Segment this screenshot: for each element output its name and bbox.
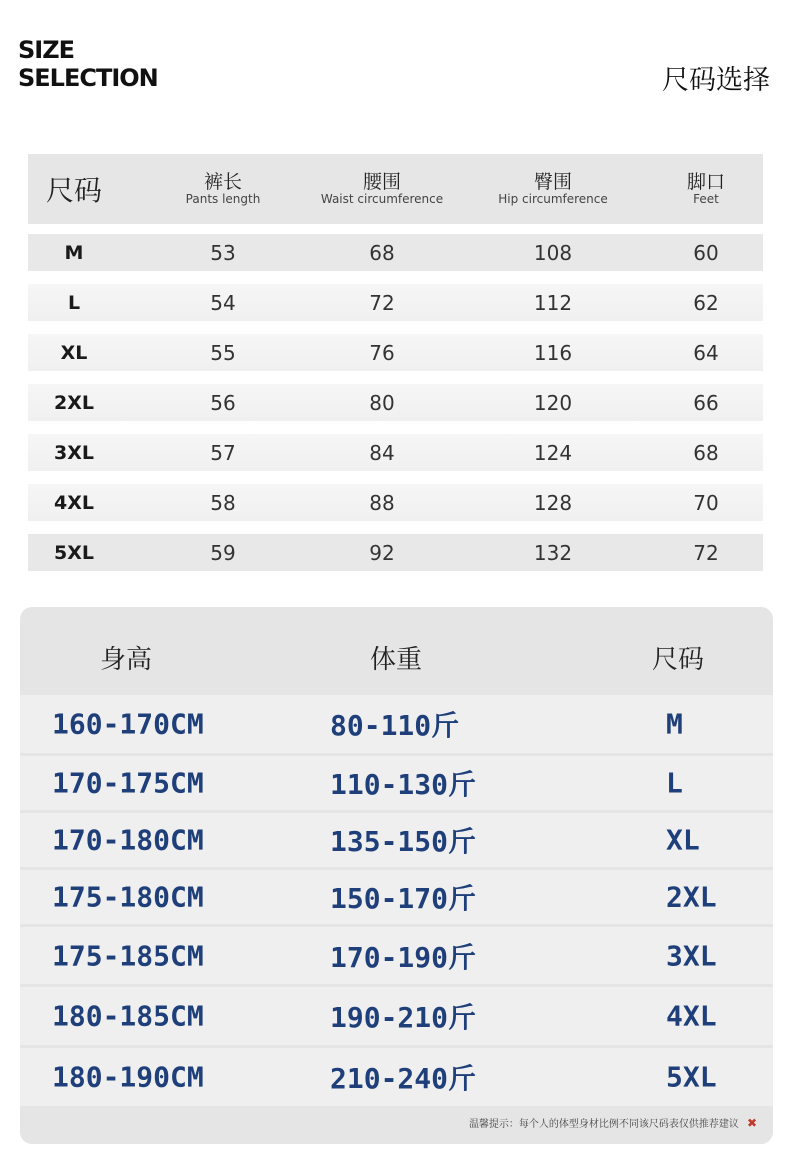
title-line2: SELECTION — [18, 64, 158, 92]
page-title-cn: 尺码选择 — [662, 65, 770, 96]
title-line1: SIZE — [18, 36, 75, 64]
measurement-value: 68 — [369, 240, 395, 265]
measurement-value: 54 — [210, 290, 236, 315]
measurement-value: 116 — [533, 340, 573, 365]
size-label: XL — [666, 823, 700, 857]
size-label: L — [67, 291, 81, 314]
measurement-value: 124 — [533, 440, 573, 465]
header-size: 尺码 — [652, 645, 705, 675]
table-row — [20, 927, 773, 984]
measurement-value: 60 — [693, 240, 719, 265]
size-label: XL — [60, 341, 88, 364]
table-row — [28, 434, 763, 471]
weight-range: 80-110斤 — [330, 709, 460, 742]
height-range: 175-180CM — [52, 880, 204, 914]
weight-range: 170-190斤 — [330, 940, 477, 974]
measurement-value: 132 — [533, 540, 573, 565]
table-row — [28, 234, 763, 271]
header-size: 尺码 — [45, 174, 102, 207]
size-label: 4XL — [54, 491, 94, 514]
size-label: 5XL — [666, 1060, 717, 1094]
table-header — [28, 154, 763, 224]
measurement-value: 84 — [369, 440, 395, 465]
measurement-value: 108 — [533, 240, 573, 265]
size-measurement-table — [28, 154, 763, 571]
height-range: 175-185CM — [52, 939, 204, 972]
height-weight-table — [20, 607, 773, 1144]
measurement-value: 120 — [533, 390, 573, 415]
table-row — [28, 334, 763, 371]
measurement-value: 72 — [693, 540, 719, 565]
measurement-value: 112 — [533, 290, 573, 315]
size-label: 5XL — [54, 541, 94, 564]
size-label: 4XL — [666, 999, 717, 1033]
header-hip: 臀围 Hip circumference — [498, 171, 608, 206]
size-label: 3XL — [666, 939, 717, 972]
measurement-value: 56 — [210, 390, 236, 415]
star-icon: ✖ — [746, 1116, 757, 1130]
page-title — [18, 36, 158, 92]
size-label: 3XL — [54, 441, 94, 464]
table-row — [20, 987, 773, 1045]
table-row — [20, 756, 773, 810]
height-range: 170-180CM — [52, 823, 204, 857]
height-range: 180-185CM — [52, 999, 204, 1033]
measurement-value: 70 — [693, 490, 719, 515]
measurement-value: 66 — [693, 390, 719, 415]
weight-range: 190-210斤 — [330, 1001, 477, 1034]
weight-range: 150-170斤 — [330, 882, 477, 915]
footnote: 温馨提示：每个人的体型身材比例不同该尺码表仅供推荐建议 ✖ — [468, 1116, 757, 1130]
size-label: L — [666, 766, 683, 800]
weight-range: 135-150斤 — [330, 825, 477, 858]
weight-range: 210-240斤 — [330, 1062, 477, 1095]
measurement-value: 128 — [533, 490, 573, 515]
measurement-value: 57 — [210, 440, 236, 465]
measurement-value: 68 — [693, 440, 719, 465]
table-row — [20, 695, 773, 753]
header-pants-length: 裤长 Pants length — [185, 171, 261, 206]
weight-range: 110-130斤 — [330, 768, 477, 801]
measurement-value: 80 — [369, 390, 395, 415]
height-range: 160-170CM — [52, 707, 204, 741]
measurement-value: 62 — [693, 290, 719, 315]
size-label: 2XL — [666, 880, 717, 914]
size-label: 2XL — [54, 391, 94, 414]
measurement-value: 64 — [693, 340, 719, 365]
table-row — [28, 534, 763, 571]
measurement-value: 72 — [369, 290, 395, 315]
table-row — [28, 284, 763, 321]
size-label: M — [666, 707, 683, 741]
header-weight: 体重 — [370, 645, 423, 675]
height-range: 180-190CM — [52, 1060, 204, 1094]
measurement-value: 59 — [210, 540, 236, 565]
table-row — [28, 384, 763, 421]
measurement-value: 92 — [369, 540, 395, 565]
table-row — [28, 484, 763, 521]
measurement-value: 76 — [369, 340, 395, 365]
header-height: 身高 — [100, 645, 153, 675]
table-row — [20, 1048, 773, 1106]
measurement-value: 88 — [369, 490, 395, 515]
measurement-value: 58 — [210, 490, 236, 515]
size-label: M — [64, 241, 84, 264]
header-feet: 脚口 Feet — [686, 171, 725, 206]
measurement-value: 53 — [210, 240, 236, 265]
table-row — [20, 870, 773, 924]
measurement-value: 55 — [210, 340, 236, 365]
table-header — [20, 607, 773, 693]
header-waist: 腰围 Waist circumference — [320, 171, 444, 206]
table-row — [20, 813, 773, 867]
height-range: 170-175CM — [52, 766, 204, 800]
